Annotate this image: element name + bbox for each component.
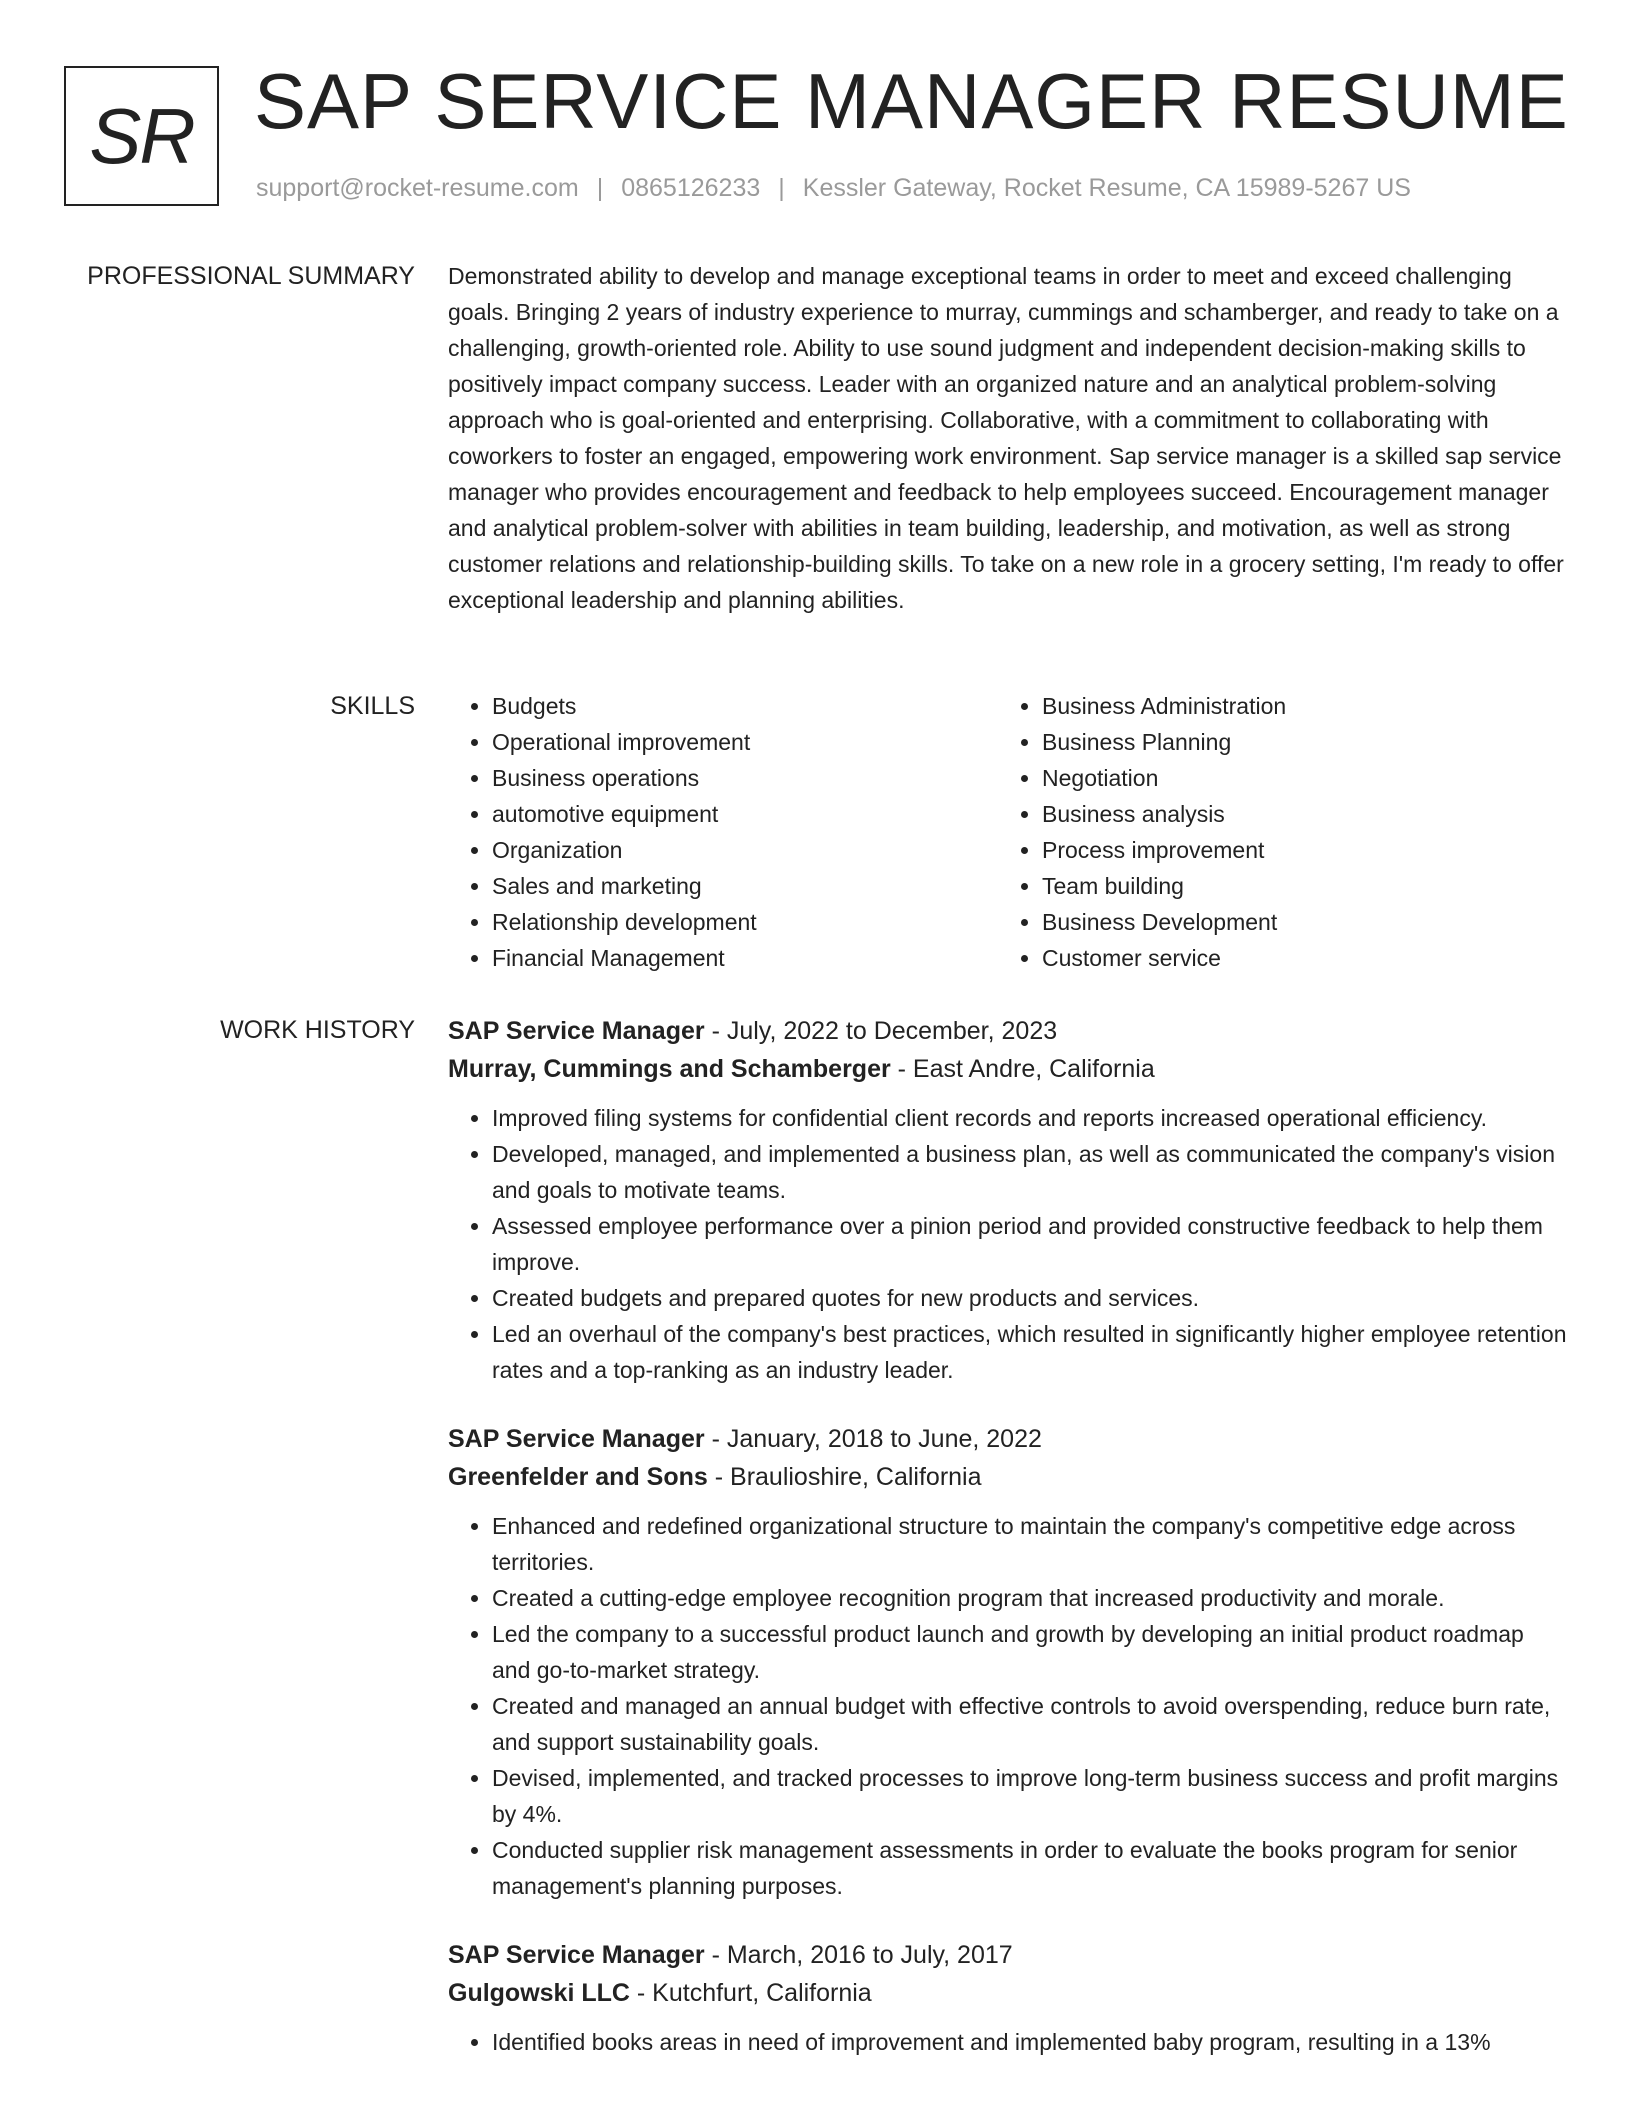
job-bullet: • Improved filing systems for confidential client records and reports increased operational efficiency. <box>492 1100 1568 1136</box>
job-bullet: • Devised, implemented, and tracked processes to improve long-term business success and profit margins by 4%. <box>492 1760 1568 1832</box>
contact-separator: | <box>778 174 785 202</box>
job-bullets <box>448 1508 1568 1904</box>
job-bullet: • Developed, managed, and implemented a business plan, as well as communicated the company's vision and goals to motivate teams. <box>492 1136 1568 1208</box>
skill-item: • Business operations <box>492 760 998 796</box>
contact-line <box>256 174 1411 203</box>
skill-item: • Business Planning <box>1042 724 1548 760</box>
job-dates: - March, 2016 to July, 2017 <box>704 1941 1013 1969</box>
skill-item: • Operational improvement <box>492 724 998 760</box>
job-dates: - January, 2018 to June, 2022 <box>704 1425 1042 1453</box>
page-title: SAP SERVICE MANAGER RESUME <box>254 57 1569 145</box>
job-entry <box>448 1936 1568 2060</box>
skill-item: • Negotiation <box>1042 760 1548 796</box>
job-bullet: • Led the company to a successful product launch and growth by developing an initial product roadmap and go-to-market strategy. <box>492 1616 1568 1688</box>
work-history-heading: WORK HISTORY <box>220 1016 415 1044</box>
job-company-line <box>448 1974 1568 2012</box>
job-title-line <box>448 1420 1568 1458</box>
job-title: SAP Service Manager <box>448 1017 705 1045</box>
job-bullet: • Led an overhaul of the company's best practices, which resulted in significantly higher employee retention rates and a top-ranking as an industry leader. <box>492 1316 1568 1388</box>
job-title: SAP Service Manager <box>448 1425 705 1453</box>
job-company-line <box>448 1458 1568 1496</box>
summary-heading: PROFESSIONAL SUMMARY <box>87 262 415 290</box>
job-bullets <box>448 1100 1568 1388</box>
job-company: Gulgowski LLC <box>448 1979 630 2007</box>
job-company: Murray, Cummings and Schamberger <box>448 1055 891 1083</box>
contact-phone[interactable]: 0865126233 <box>621 174 761 202</box>
monogram-initials: SR <box>89 91 194 180</box>
job-dates: - July, 2022 to December, 2023 <box>704 1017 1058 1045</box>
skill-item: • automotive equipment <box>492 796 998 832</box>
job-title-line <box>448 1936 1568 1974</box>
skills-heading: SKILLS <box>330 692 415 720</box>
skill-item: • Sales and marketing <box>492 868 998 904</box>
skill-item: • Process improvement <box>1042 832 1548 868</box>
contact-email[interactable]: support@rocket-resume.com <box>256 174 579 202</box>
skill-item: • Team building <box>1042 868 1548 904</box>
skill-item: • Business analysis <box>1042 796 1548 832</box>
skill-item: • Business Administration <box>1042 688 1548 724</box>
job-bullet: • Created budgets and prepared quotes for new products and services. <box>492 1280 1568 1316</box>
contact-address: Kessler Gateway, Rocket Resume, CA 15989-5267 US <box>802 174 1411 202</box>
job-company-line <box>448 1050 1568 1088</box>
job-bullet: • Enhanced and redefined organizational structure to maintain the company's competitive edge across territories. <box>492 1508 1568 1580</box>
skill-item: • Customer service <box>1042 940 1548 976</box>
job-bullet: • Identified books areas in need of improvement and implemented baby program, resulting in a 13% <box>492 2024 1568 2060</box>
summary-text: Demonstrated ability to develop and manage exceptional teams in order to meet and exceed challenging goals. Bringing 2 years of industry experience to murray, cummings and schamberger, and ready to take on a challenging, growth-oriented role. Ability to use sound judgment and independent decision-making skills to positively impact company success. Leader with an organized nature and an analytical problem-solving approach who is goal-oriented and enterprising. Collaborative, with a commitment to collaborating with coworkers to foster an engaged, empowering work environment. Sap service manager is a skilled sap service manager who provides encouragement and feedback to help employees succeed. Encouragement manager and analytical problem-solver with abilities in team building, leadership, and motivation, as well as strong customer relations and relationship-building skills. To take on a new role in a grocery setting, I'm ready to offer exceptional leadership and planning abilities. <box>448 263 1564 613</box>
job-bullet: • Assessed employee performance over a pinion period and provided constructive feedback to help them improve. <box>492 1208 1568 1280</box>
job-entry <box>448 1420 1568 1904</box>
job-bullets <box>448 2024 1568 2060</box>
skill-item: • Financial Management <box>492 940 998 976</box>
job-location: - Kutchfurt, California <box>629 1979 872 2007</box>
job-bullet: • Conducted supplier risk management assessments in order to evaluate the books program for senior management's planning purposes. <box>492 1832 1568 1904</box>
skill-item: • Business Development <box>1042 904 1548 940</box>
job-entry <box>448 1012 1568 1388</box>
job-title: SAP Service Manager <box>448 1941 705 1969</box>
job-bullet: • Created a cutting-edge employee recognition program that increased productivity and morale. <box>492 1580 1568 1616</box>
contact-separator: | <box>596 174 604 202</box>
job-location: - Braulioshire, California <box>707 1463 982 1491</box>
skill-item: • Organization <box>492 832 998 868</box>
job-location: - East Andre, California <box>890 1055 1155 1083</box>
job-bullet: • Created and managed an annual budget with effective controls to avoid overspending, reduce burn rate, and support sustainability goals. <box>492 1688 1568 1760</box>
skill-item: • Relationship development <box>492 904 998 940</box>
job-title-line <box>448 1012 1568 1050</box>
skills-list-right <box>998 688 1548 976</box>
skills-list-left <box>448 688 998 976</box>
skill-item: • Budgets <box>492 688 998 724</box>
job-company: Greenfelder and Sons <box>448 1463 708 1491</box>
monogram-logo <box>64 66 219 206</box>
